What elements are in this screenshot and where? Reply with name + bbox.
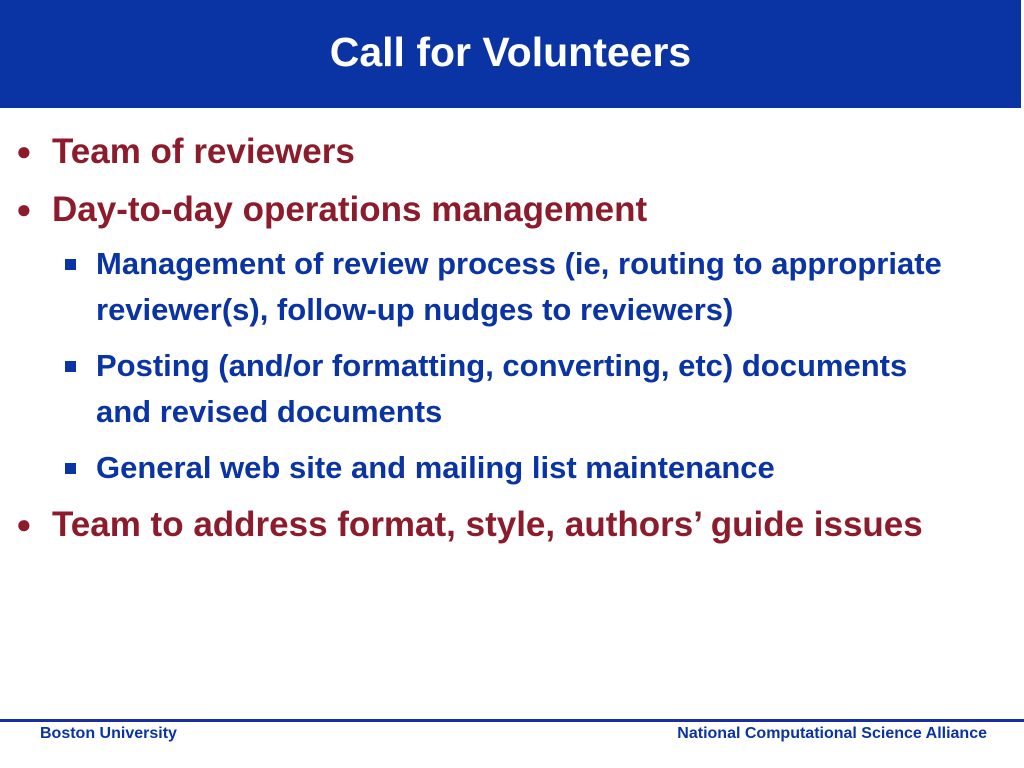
bullet-item — [0, 501, 952, 548]
bullet-item — [0, 186, 952, 233]
footer-divider — [0, 719, 1024, 722]
footer-left-text: Boston University — [40, 725, 177, 742]
sub-bullet-text: Posting (and/or formatting, converting, etc) documents and revised documents — [96, 348, 908, 429]
square-bullet-icon — [65, 463, 76, 474]
bullet-item — [0, 128, 952, 175]
title-bar — [0, 0, 1021, 108]
footer-right-text: National Computational Science Alliance — [677, 725, 987, 742]
sub-bullet-item — [0, 241, 946, 333]
sub-bullet-item — [0, 343, 946, 435]
square-bullet-icon — [65, 361, 76, 372]
sub-bullet-text: Management of review process (ie, routing to appropriate reviewer(s), follow-up nudges to reviewers) — [96, 246, 942, 327]
round-bullet-icon: ● — [16, 509, 32, 539]
bullet-list — [0, 128, 1024, 548]
sub-bullet-text: General web site and mailing list maintenance — [96, 450, 775, 485]
slide-title: Call for Volunteers — [329, 28, 692, 75]
bullet-text: Team to address format, style, authors’ guide issues — [52, 505, 923, 544]
square-bullet-icon — [65, 259, 76, 270]
bullet-text: Team of reviewers — [52, 132, 355, 171]
bullet-text: Day-to-day operations management — [52, 190, 648, 229]
round-bullet-icon: ● — [16, 194, 32, 224]
sub-bullet-item — [0, 445, 946, 491]
round-bullet-icon: ● — [16, 136, 32, 166]
